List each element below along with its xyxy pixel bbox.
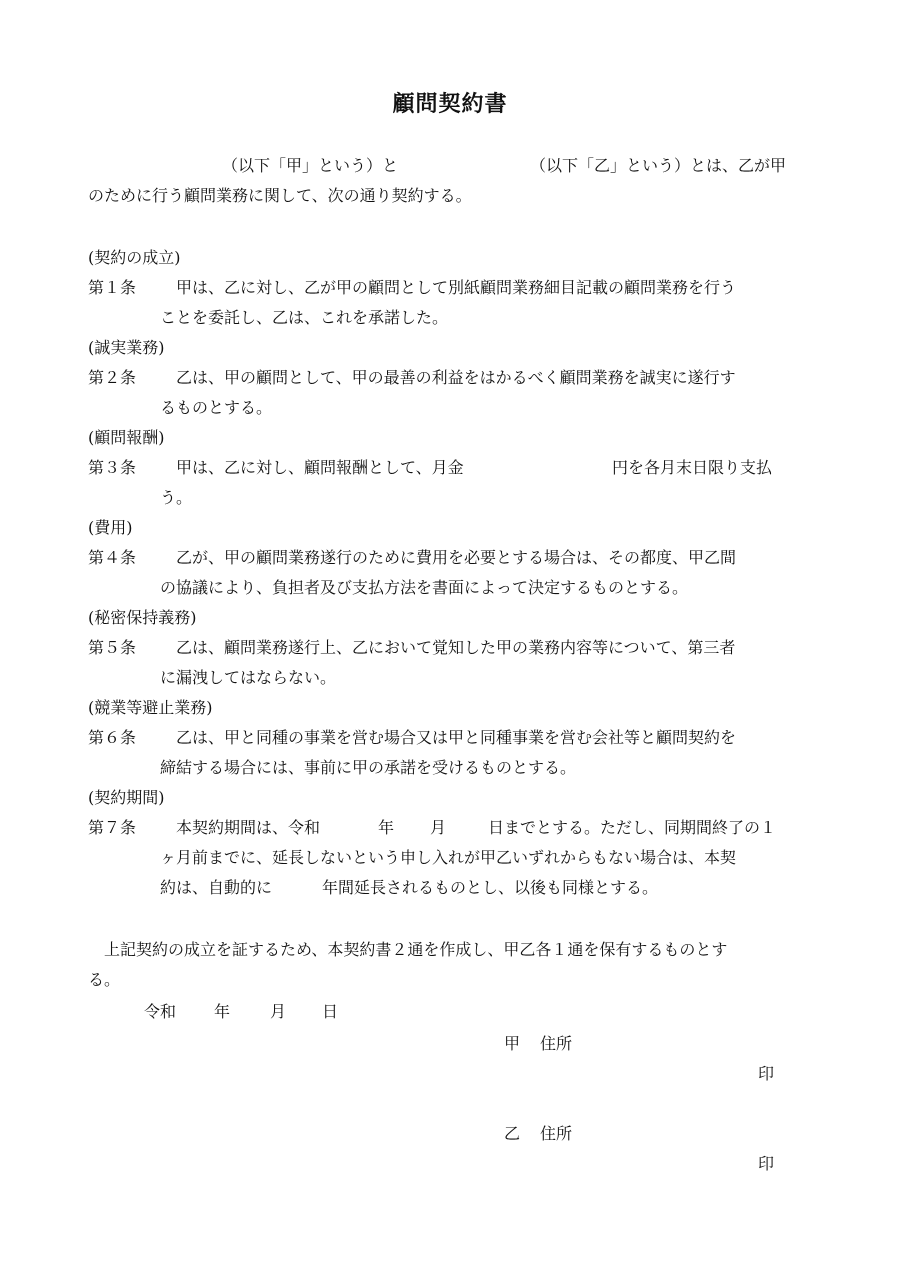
article-7-line-1d: 日までとする。ただし、同期間終了の１: [488, 818, 777, 837]
article-3-line-1b: 円を各月末日限り支払: [612, 458, 773, 477]
party-a-label: 甲: [504, 1034, 521, 1053]
article-6-number: 第６条: [88, 728, 137, 747]
article-4-number: 第４条: [88, 548, 137, 567]
date-era: 令和: [144, 1002, 177, 1021]
article-2-line-1: 乙は、甲の顧問として、甲の最善の利益をはかるべく顧問業務を誠実に遂行す: [176, 368, 736, 387]
intro-party-a: （以下「甲」という）と: [222, 156, 399, 175]
article-5-line-2: に漏洩してはならない。: [160, 668, 337, 687]
article-3-line-2: う。: [160, 488, 193, 507]
article-3-number: 第３条: [88, 458, 137, 477]
article-7-line-1a: 本契約期間は、令和: [176, 818, 321, 837]
article-5-heading: (秘密保持義務): [88, 608, 197, 627]
article-7-line-3a: 約は、自動的に: [160, 878, 273, 897]
article-7-heading: (契約期間): [88, 788, 165, 807]
article-3-heading: (顧問報酬): [88, 428, 165, 447]
date-day: 日: [322, 1002, 339, 1021]
closing-line-2: る。: [88, 970, 121, 989]
article-1-line-2: ことを委託し、乙は、これを承諾した。: [160, 308, 449, 327]
article-6-heading: (競業等避止業務): [88, 698, 213, 717]
article-7-line-3b: 年間延長されるものとし、以後も同様とする。: [322, 878, 659, 897]
party-a-seal: 印: [758, 1064, 775, 1083]
article-7-number: 第７条: [88, 818, 137, 837]
article-4-heading: (費用): [88, 518, 133, 537]
article-4-line-1: 乙が、甲の顧問業務遂行のために費用を必要とする場合は、その都度、甲乙間: [176, 548, 737, 567]
intro-line-2: のために行う顧問業務に関して、次の通り契約する。: [88, 186, 472, 205]
article-3-line-1a: 甲は、乙に対し、顧問報酬として、月金: [176, 458, 464, 477]
party-b-label: 乙: [504, 1124, 521, 1143]
article-2-line-2: るものとする。: [160, 398, 273, 417]
intro-party-b: （以下「乙」という）とは、乙が甲: [530, 156, 787, 175]
article-5-number: 第５条: [88, 638, 137, 657]
date-month: 月: [270, 1002, 287, 1021]
article-7-line-2: ヶ月前までに、延長しないという申し入れが甲乙いずれからもない場合は、本契: [160, 848, 737, 867]
document-title: 顧問契約書: [392, 91, 508, 117]
article-7-line-1-year: 年: [378, 818, 395, 837]
article-7-line-1-month: 月: [430, 818, 447, 837]
article-6-line-1: 乙は、甲と同種の事業を営む場合又は甲と同種事業を営む会社等と顧問契約を: [176, 728, 737, 747]
article-4-line-2: の協議により、負担者及び支払方法を書面によって決定するものとする。: [160, 578, 689, 597]
party-b-seal: 印: [758, 1154, 775, 1173]
article-5-line-1: 乙は、顧問業務遂行上、乙において覚知した甲の業務内容等について、第三者: [176, 638, 736, 657]
article-2-heading: (誠実業務): [88, 338, 165, 357]
article-1-heading: (契約の成立): [88, 248, 181, 267]
closing-line-1: 上記契約の成立を証するため、本契約書２通を作成し、甲乙各１通を保有するものとす: [104, 940, 728, 959]
party-a-address-label: 住所: [540, 1034, 573, 1053]
article-1-number: 第１条: [88, 278, 137, 297]
article-6-line-2: 締結する場合には、事前に甲の承諾を受けるものとする。: [160, 758, 577, 777]
date-year: 年: [214, 1002, 231, 1021]
article-1-line-1: 甲は、乙に対し、乙が甲の顧問として別紙顧問業務細目記載の顧問業務を行う: [176, 278, 737, 297]
article-2-number: 第２条: [88, 368, 137, 387]
party-b-address-label: 住所: [540, 1124, 573, 1143]
